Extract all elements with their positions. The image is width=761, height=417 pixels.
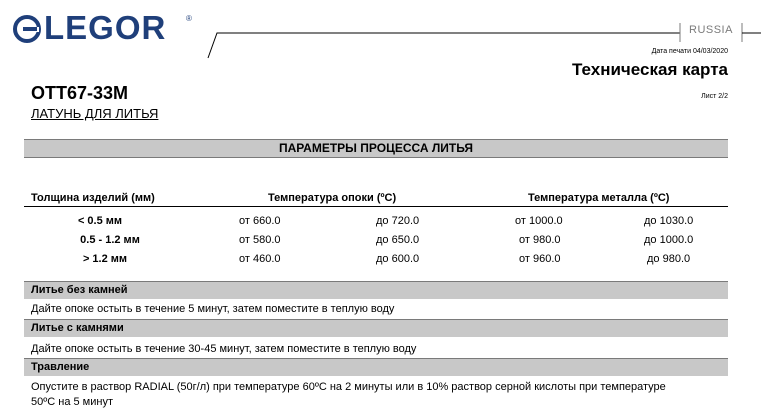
sheet-number: Лист 2/2 <box>701 93 728 100</box>
row-metal-to: до 980.0 <box>647 253 691 265</box>
row-flask-from: от 460.0 <box>239 253 281 265</box>
row-thickness: < 0.5 мм <box>77 215 123 227</box>
casting-no-stones-text: Дайте опоке остыть в течение 5 минут, затем поместите в теплую воду <box>31 303 395 315</box>
row-metal-to: до 1030.0 <box>644 215 694 227</box>
row-metal-from: от 980.0 <box>519 234 561 246</box>
table-row <box>0 215 761 233</box>
row-flask-from: от 660.0 <box>239 215 281 227</box>
row-flask-to: до 600.0 <box>376 253 420 265</box>
column-header-thickness: Толщина изделий (мм) <box>31 192 155 204</box>
logo-wordmark: LEGOR <box>44 9 167 46</box>
row-flask-to: до 720.0 <box>376 215 420 227</box>
print-date: Дата печати 04/03/2020 <box>651 48 728 55</box>
row-thickness: > 1.2 мм <box>82 253 128 265</box>
etching-text-line-2: 50ºC на 5 минут <box>31 396 113 408</box>
section-title-bar: ПАРАМЕТРЫ ПРОЦЕССА ЛИТЬЯ <box>24 139 728 158</box>
row-flask-from: от 580.0 <box>239 234 281 246</box>
table-row <box>0 253 761 271</box>
header-divider <box>0 0 761 60</box>
etching-text-line-1: Опустите в раствор RADIAL (50г/л) при температуре 60ºC на 2 минуты или в 10% раствор серной кислоты при температуре <box>31 381 666 393</box>
row-metal-from: от 1000.0 <box>515 215 563 227</box>
row-flask-to: до 650.0 <box>376 234 420 246</box>
product-subtitle: ЛАТУНЬ ДЛЯ ЛИТЬЯ <box>31 106 159 121</box>
column-header-flask-temp: Температура опоки (ºC) <box>268 192 397 204</box>
casting-stones-title: Литье с камнями <box>24 320 728 337</box>
row-thickness: 0.5 - 1.2 мм <box>80 234 140 246</box>
row-metal-from: от 960.0 <box>519 253 561 265</box>
column-header-metal-temp: Температура металла (ºC) <box>528 192 670 204</box>
casting-stones-text: Дайте опоке остыть в течение 30-45 минут, затем поместите в теплую воду <box>31 343 417 355</box>
etching-title: Травление <box>24 359 728 376</box>
registered-mark: ® <box>186 14 192 23</box>
casting-no-stones-title: Литье без камней <box>24 282 728 299</box>
row-metal-to: до 1000.0 <box>644 234 694 246</box>
document-title: Техническая карта <box>571 60 728 79</box>
product-code: OTT67-33M <box>31 83 129 103</box>
table-row <box>0 234 761 252</box>
country-label: RUSSIA <box>689 24 733 36</box>
table-header-divider <box>24 206 728 207</box>
